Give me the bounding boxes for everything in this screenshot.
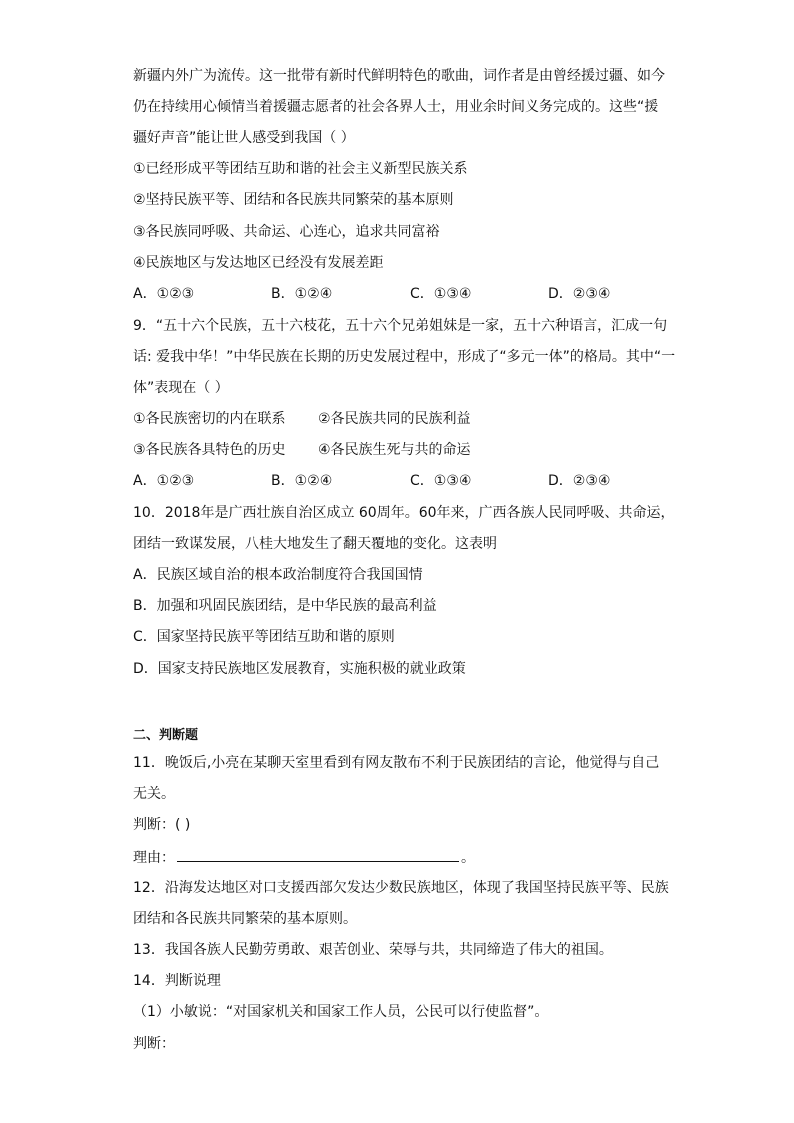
q11-reason-blank[interactable] <box>177 847 459 862</box>
q8-option-b[interactable]: B．①②④ <box>271 286 333 302</box>
q8-item-2: ②坚持民族平等、团结和各民族共同繁荣的基本原则 <box>133 192 454 208</box>
q14-sub-1: （1）小敏说：“对国家机关和国家工作人员，公民可以行使监督”。 <box>133 1004 549 1020</box>
q9-item-2: ②各民族共同的民族利益 <box>318 411 471 427</box>
q12-text-line-1: 12．沿海发达地区对口支援西部欠发达少数民族地区，体现了我国坚持民族平等、民族 <box>133 880 669 896</box>
q11-reason-end: 。 <box>461 850 475 866</box>
q11-reason-label: 理由： <box>133 850 175 866</box>
q9-option-a[interactable]: A．①②③ <box>133 473 195 489</box>
q8-item-4: ④民族地区与发达地区已经没有发展差距 <box>133 255 384 271</box>
q9-item-3: ③各民族各具特色的历史 <box>133 442 286 458</box>
q14-judge[interactable]: 判断： <box>133 1036 175 1052</box>
q14-title: 14．判断说理 <box>133 973 221 989</box>
q11-reason-line <box>133 847 475 868</box>
q8-option-c[interactable]: C．①③④ <box>410 286 472 302</box>
q8-item-3: ③各民族同呼吸、共命运、心连心，追求共同富裕 <box>133 224 440 240</box>
q9-item-1: ①各民族密切的内在联系 <box>133 411 286 427</box>
q9-text-line-2: 话: 爱我中华！”中华民族在长期的历史发展过程中，形成了“多元一体”的格局。其中“一 <box>133 349 676 365</box>
q9-option-d[interactable]: D．②③④ <box>548 473 611 489</box>
q11-text-line-1: 11．晚饭后,小亮在某聊天室里看到有网友散布不利于民族团结的言论，他觉得与自己 <box>133 755 660 771</box>
q10-option-a[interactable]: A．民族区域自治的根本政治制度符合我国国情 <box>133 567 423 583</box>
q8-item-1: ①已经形成平等团结互助和谐的社会主义新型民族关系 <box>133 161 468 177</box>
q13-text: 13．我国各族人民勤劳勇敢、艰苦创业、荣辱与共，共同缔造了伟大的祖国。 <box>133 942 613 958</box>
q10-option-c[interactable]: C．国家坚持民族平等团结互助和谐的原则 <box>133 629 395 645</box>
q9-option-c[interactable]: C．①③④ <box>410 473 472 489</box>
q8-option-a[interactable]: A．①②③ <box>133 286 195 302</box>
q11-text-line-2: 无关。 <box>133 786 175 802</box>
q8-option-d[interactable]: D．②③④ <box>548 286 611 302</box>
q8-text-line-2: 仍在持续用心倾情当着援疆志愿者的社会各界人士，用业余时间义务完成的。这些“援 <box>133 99 659 115</box>
q9-option-b[interactable]: B．①②④ <box>271 473 333 489</box>
q9-text-line-1: 9．“五十六个民族，五十六枝花，五十六个兄弟姐妹是一家，五十六种语言，汇成一句 <box>133 318 668 334</box>
q8-text-line-3: 疆好声音”能让世人感受到我国（ ） <box>133 130 355 146</box>
q8-text-line-1: 新疆内外广为流传。这一批带有新时代鲜明特色的歌曲，词作者是由曾经援过疆、如今 <box>133 68 665 84</box>
q9-item-4: ④各民族生死与共的命运 <box>318 442 471 458</box>
q11-judge[interactable]: 判断：( ) <box>133 817 191 833</box>
q12-text-line-2: 团结和各民族共同繁荣的基本原则。 <box>133 911 357 927</box>
q10-text-line-1: 10．2018年是广西壮族自治区成立 60周年。60年来，广西各族人民同呼吸、共命运， <box>133 505 675 521</box>
section-heading: 二、判断题 <box>133 728 199 743</box>
q9-text-line-3: 体”表现在（ ） <box>133 380 229 396</box>
q10-text-line-2: 团结一致谋发展，八桂大地发生了翻天覆地的变化。这表明 <box>133 536 497 552</box>
q10-option-d[interactable]: D．国家支持民族地区发展教育，实施积极的就业政策 <box>133 661 466 677</box>
q10-option-b[interactable]: B．加强和巩固民族团结，是中华民族的最高利益 <box>133 598 437 614</box>
